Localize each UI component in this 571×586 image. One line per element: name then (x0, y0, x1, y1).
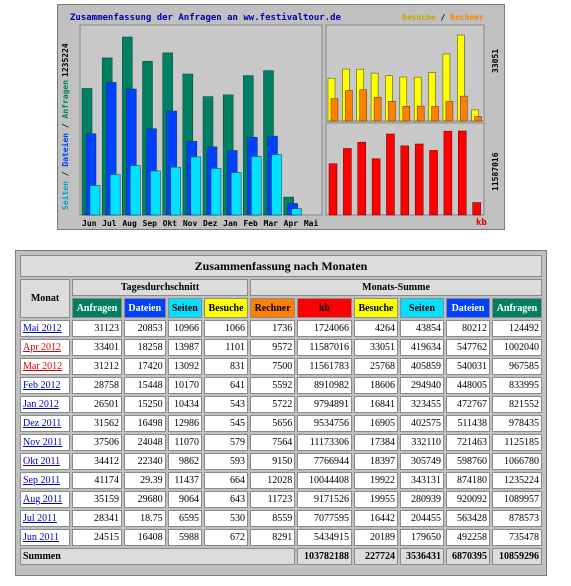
value-cell: 13092 (168, 358, 202, 375)
table-row (20, 415, 542, 432)
summary-value: 10859296 (492, 548, 542, 565)
month-cell (20, 453, 70, 470)
left-axis-label: Seiten / Dateien / Anfragen (61, 79, 70, 210)
column-header-3: Besuche (204, 298, 248, 318)
value-cell: 19922 (354, 472, 398, 489)
value-cell: 41174 (72, 472, 122, 489)
bar-rechner-8 (446, 101, 453, 121)
column-header-4: Rechner (250, 298, 295, 318)
month-label-9: Mar (263, 219, 278, 228)
month-cell (20, 339, 70, 356)
column-header-0: Anfragen (72, 298, 122, 318)
column-header-6: Besuche (354, 298, 398, 318)
month-cell (20, 472, 70, 489)
month-link[interactable]: Mai 2012 (23, 323, 62, 334)
table-row (20, 320, 542, 337)
value-cell: 25768 (354, 358, 398, 375)
month-cell (20, 415, 70, 432)
month-label-1: Jul (102, 219, 117, 228)
month-cell (20, 491, 70, 508)
value-cell: 543 (204, 396, 248, 413)
tages-group-header: Tagesdurchschnitt (72, 279, 248, 296)
value-cell: 641 (204, 377, 248, 394)
value-cell: 448005 (446, 377, 490, 394)
month-cell (20, 320, 70, 337)
value-cell: 294940 (400, 377, 444, 394)
bar-seiten-5 (191, 157, 201, 215)
value-cell: 547762 (446, 339, 490, 356)
table-row (20, 396, 542, 413)
value-cell: 1002040 (492, 339, 542, 356)
value-cell: 1736 (250, 320, 295, 337)
month-link[interactable]: Sep 2011 (23, 475, 61, 486)
value-cell: 9862 (168, 453, 202, 470)
value-cell: 204455 (400, 510, 444, 527)
value-cell: 821552 (492, 396, 542, 413)
bar-kb-9 (458, 131, 466, 215)
value-cell: 31123 (72, 320, 122, 337)
value-cell: 5722 (250, 396, 295, 413)
value-cell: 20853 (124, 320, 166, 337)
bar-seiten-3 (151, 171, 161, 215)
value-cell: 9794891 (297, 396, 352, 413)
summary-value: 227724 (354, 548, 398, 565)
month-cell (20, 396, 70, 413)
value-cell: 563428 (446, 510, 490, 527)
value-cell: 37506 (72, 434, 122, 451)
summary-value: 3536431 (400, 548, 444, 565)
bar-kb-0 (329, 164, 337, 215)
value-cell: 11173306 (297, 434, 352, 451)
value-cell: 405859 (400, 358, 444, 375)
value-cell: 18397 (354, 453, 398, 470)
column-header-9: Anfragen (492, 298, 542, 318)
value-cell: 735478 (492, 529, 542, 546)
value-cell: 9150 (250, 453, 295, 470)
month-label-8: Feb (243, 219, 258, 228)
monthly-chart (57, 4, 505, 230)
value-cell: 28341 (72, 510, 122, 527)
value-cell: 833995 (492, 377, 542, 394)
month-cell (20, 529, 70, 546)
value-cell: 24048 (124, 434, 166, 451)
value-cell: 8291 (250, 529, 295, 546)
month-link[interactable]: Jun 2011 (23, 532, 60, 543)
month-link[interactable]: Feb 2012 (23, 380, 61, 391)
month-label-2: Aug (122, 219, 137, 228)
bar-kb-3 (372, 159, 380, 215)
value-cell: 323455 (400, 396, 444, 413)
month-cell (20, 434, 70, 451)
value-cell: 18258 (124, 339, 166, 356)
value-cell: 530 (204, 510, 248, 527)
column-header-7: Seiten (400, 298, 444, 318)
table-row (20, 434, 542, 451)
value-cell: 664 (204, 472, 248, 489)
value-cell: 10044408 (297, 472, 352, 489)
month-label-11: Mai (303, 219, 319, 228)
bar-kb-10 (473, 203, 481, 215)
value-cell: 343131 (400, 472, 444, 489)
value-cell: 9534756 (297, 415, 352, 432)
column-header-1: Dateien (124, 298, 166, 318)
month-link[interactable]: Jul 2011 (23, 513, 57, 524)
value-cell: 7766944 (297, 453, 352, 470)
value-cell: 12028 (250, 472, 295, 489)
month-cell (20, 377, 70, 394)
bar-rechner-9 (460, 96, 467, 121)
value-cell: 9171526 (297, 491, 352, 508)
bar-seiten-2 (130, 166, 140, 215)
value-cell: 874180 (446, 472, 490, 489)
value-cell: 8910982 (297, 377, 352, 394)
month-link[interactable]: Jan 2012 (23, 399, 59, 410)
table-row (20, 377, 542, 394)
value-cell: 11437 (168, 472, 202, 489)
month-label-0: Jun (82, 219, 97, 228)
value-cell: 672 (204, 529, 248, 546)
bar-seiten-1 (110, 175, 120, 215)
value-cell: 5592 (250, 377, 295, 394)
bar-rechner-3 (374, 97, 381, 121)
value-cell: 80212 (446, 320, 490, 337)
bar-kb-1 (343, 149, 351, 215)
month-link[interactable]: Okt 2011 (23, 456, 61, 467)
summary-row (20, 548, 542, 565)
value-cell: 579 (204, 434, 248, 451)
chart-svg (58, 5, 504, 229)
value-cell: 16905 (354, 415, 398, 432)
value-cell: 8559 (250, 510, 295, 527)
bar-seiten-0 (90, 186, 100, 215)
value-cell: 419634 (400, 339, 444, 356)
value-cell: 33051 (354, 339, 398, 356)
value-cell: 33401 (72, 339, 122, 356)
value-cell: 16442 (354, 510, 398, 527)
summary-value: 103782188 (297, 548, 352, 565)
value-cell: 11723 (250, 491, 295, 508)
value-cell: 1235224 (492, 472, 542, 489)
value-cell: 1724066 (297, 320, 352, 337)
value-cell: 10170 (168, 377, 202, 394)
value-cell: 15250 (124, 396, 166, 413)
value-cell: 540031 (446, 358, 490, 375)
month-link[interactable]: Apr 2012 (23, 342, 62, 353)
month-label-5: Nov (182, 219, 198, 228)
legend-besuche-rechner: Besuche / Rechner (402, 13, 484, 22)
column-header-2: Seiten (168, 298, 202, 318)
table-row (20, 510, 542, 527)
right-bottom-max: 11587016 (491, 152, 500, 191)
bar-rechner-10 (475, 116, 482, 121)
value-cell: 9064 (168, 491, 202, 508)
value-cell: 13987 (168, 339, 202, 356)
monats-group-header: Monats-Summe (250, 279, 542, 296)
bar-seiten-7 (231, 172, 241, 215)
value-cell: 1066 (204, 320, 248, 337)
value-cell: 179650 (400, 529, 444, 546)
bar-rechner-1 (345, 90, 352, 121)
table-row (20, 491, 542, 508)
value-cell: 7077595 (297, 510, 352, 527)
value-cell: 1089957 (492, 491, 542, 508)
value-cell: 545 (204, 415, 248, 432)
value-cell: 831 (204, 358, 248, 375)
value-cell: 16841 (354, 396, 398, 413)
value-cell: 124492 (492, 320, 542, 337)
table-row (20, 339, 542, 356)
value-cell: 920092 (446, 491, 490, 508)
monthly-summary-table (15, 250, 547, 576)
value-cell: 6595 (168, 510, 202, 527)
right-bottom-unit: kb (476, 218, 487, 228)
month-label-7: Jan (223, 219, 238, 228)
value-cell: 17384 (354, 434, 398, 451)
value-cell: 492258 (446, 529, 490, 546)
value-cell: 511438 (446, 415, 490, 432)
month-link[interactable]: Mar 2012 (23, 361, 63, 372)
bar-seiten-8 (251, 157, 261, 215)
value-cell: 5656 (250, 415, 295, 432)
month-label-10: Apr (283, 219, 299, 228)
left-axis-max: 1235224 (61, 43, 70, 77)
value-cell: 24515 (72, 529, 122, 546)
value-cell: 18.75 (124, 510, 166, 527)
value-cell: 472767 (446, 396, 490, 413)
value-cell: 28758 (72, 377, 122, 394)
summary-value: 6870395 (446, 548, 490, 565)
column-header-8: Dateien (446, 298, 490, 318)
value-cell: 332110 (400, 434, 444, 451)
bar-seiten-6 (211, 168, 221, 215)
value-cell: 11070 (168, 434, 202, 451)
value-cell: 5434915 (297, 529, 352, 546)
value-cell: 4264 (354, 320, 398, 337)
value-cell: 22340 (124, 453, 166, 470)
month-link[interactable]: Aug 2011 (23, 494, 63, 505)
value-cell: 34412 (72, 453, 122, 470)
bar-rechner-2 (360, 90, 367, 121)
month-label-6: Dez (203, 219, 218, 228)
value-cell: 31562 (72, 415, 122, 432)
value-cell: 978435 (492, 415, 542, 432)
bar-kb-4 (386, 134, 394, 215)
value-cell: 1066780 (492, 453, 542, 470)
value-cell: 9572 (250, 339, 295, 356)
value-cell: 19955 (354, 491, 398, 508)
bar-seiten-10 (292, 209, 302, 215)
monat-header: Monat (20, 279, 70, 318)
value-cell: 598760 (446, 453, 490, 470)
value-cell: 1101 (204, 339, 248, 356)
value-cell: 15448 (124, 377, 166, 394)
bar-kb-5 (401, 146, 409, 215)
value-cell: 16498 (124, 415, 166, 432)
month-label-4: Okt (162, 219, 178, 228)
value-cell: 10434 (168, 396, 202, 413)
summary-label: Summen (20, 548, 295, 565)
value-cell: 12986 (168, 415, 202, 432)
value-cell: 43854 (400, 320, 444, 337)
value-cell: 1125185 (492, 434, 542, 451)
bar-kb-6 (415, 144, 423, 215)
value-cell: 593 (204, 453, 248, 470)
month-cell (20, 358, 70, 375)
table-row (20, 453, 542, 470)
table-row (20, 529, 542, 546)
bar-kb-2 (358, 142, 366, 215)
table-title: Zusammenfassung nach Monaten (20, 255, 542, 277)
bar-seiten-9 (272, 155, 282, 215)
value-cell: 18606 (354, 377, 398, 394)
value-cell: 305749 (400, 453, 444, 470)
value-cell: 11561783 (297, 358, 352, 375)
bar-rechner-7 (432, 106, 439, 121)
table-row (20, 472, 542, 489)
value-cell: 967585 (492, 358, 542, 375)
value-cell: 5988 (168, 529, 202, 546)
right-top-max: 33051 (491, 48, 500, 73)
value-cell: 26501 (72, 396, 122, 413)
value-cell: 7500 (250, 358, 295, 375)
bar-rechner-6 (417, 106, 424, 121)
value-cell: 643 (204, 491, 248, 508)
value-cell: 17420 (124, 358, 166, 375)
value-cell: 7564 (250, 434, 295, 451)
value-cell: 878573 (492, 510, 542, 527)
value-cell: 280939 (400, 491, 444, 508)
month-link[interactable]: Dez 2011 (23, 418, 62, 429)
value-cell: 35159 (72, 491, 122, 508)
column-header-5: kb (297, 298, 352, 318)
bar-seiten-4 (171, 167, 181, 215)
value-cell: 402575 (400, 415, 444, 432)
bar-kb-8 (444, 131, 452, 215)
value-cell: 29680 (124, 491, 166, 508)
value-cell: 20189 (354, 529, 398, 546)
chart-title: Zusammenfassung der Anfragen an ww.festivaltour.de (70, 13, 341, 23)
month-cell (20, 510, 70, 527)
value-cell: 11587016 (297, 339, 352, 356)
month-link[interactable]: Nov 2011 (23, 437, 63, 448)
value-cell: 721463 (446, 434, 490, 451)
value-cell: 10966 (168, 320, 202, 337)
value-cell: 31212 (72, 358, 122, 375)
value-cell: 29.39 (124, 472, 166, 489)
bar-rechner-4 (388, 101, 395, 121)
value-cell: 16408 (124, 529, 166, 546)
month-label-3: Sep (142, 219, 157, 228)
bar-rechner-5 (403, 106, 410, 121)
table-row (20, 358, 542, 375)
bar-kb-7 (430, 150, 438, 215)
bar-rechner-0 (331, 99, 338, 121)
